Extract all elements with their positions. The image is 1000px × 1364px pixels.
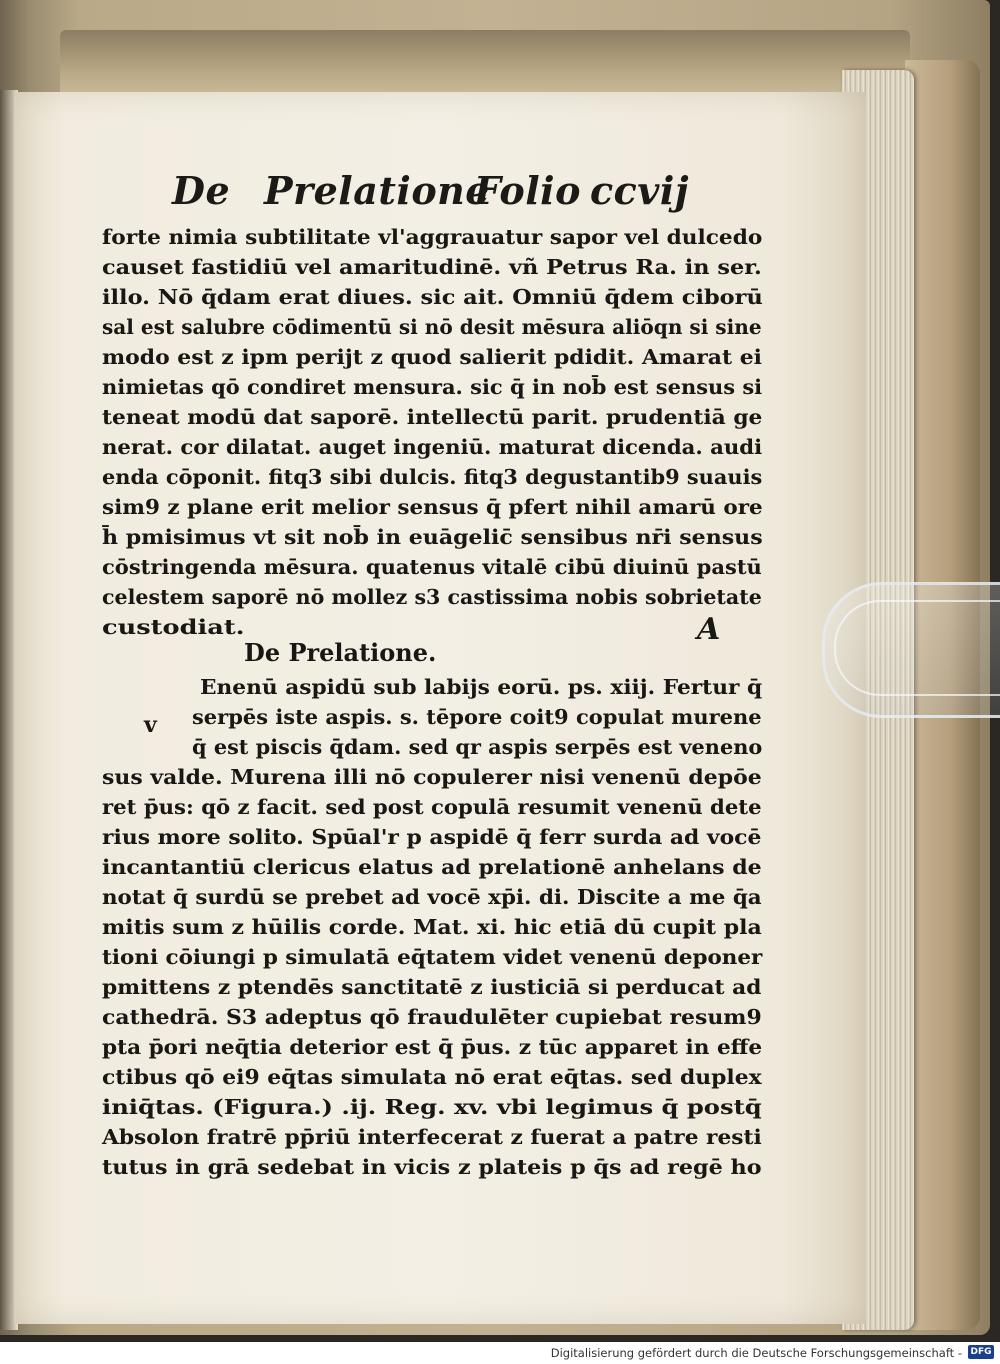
- text-line: serpēs iste aspis. s. tēpore coit9 copulat murene: [192, 705, 762, 729]
- text-line: teneat modū dat saporē. intellectū parit. prudentiā ge: [102, 405, 763, 429]
- text-line: rius more solito. Spūal'r p aspidē q̄ ferr surda ad vocē: [102, 825, 762, 849]
- text-line: Enenū aspidū sub labijs eorū. ps. xiij. Fertur q̄: [200, 675, 763, 699]
- text-line: mitis sum z hūilis corde. Mat. xi. hic etiā dū cupit pla: [102, 915, 762, 939]
- page-clip-inner: [834, 600, 1000, 696]
- text-line: cathedrā. S3 adeptus qō fraudulēter cupiebat resum9: [102, 1005, 762, 1029]
- initial-letter: v: [144, 712, 157, 738]
- dfg-logo: DFG: [968, 1345, 994, 1359]
- text-line: cōstringenda mēsura. quatenus vitalē cibū diuinū pastū: [102, 555, 762, 579]
- section-heading: De Prelatione.: [244, 638, 437, 667]
- text-line: causet fastidiū vel amaritudinē. vñ Petrus Ra. in ser.: [102, 255, 762, 279]
- text-line: incantantiū clericus elatus ad prelationē anhelans de: [102, 855, 762, 879]
- text-line: q̄ est piscis q̄dam. sed qr aspis serpēs est veneno: [192, 735, 763, 759]
- digitization-credit: Digitalisierung gefördert durch die Deutsche Forschungsgemeinschaft -: [550, 1346, 962, 1360]
- text-line: iniq̄tas. (Figura.) .ij. Reg. xv. vbi legimus q̄ postq̄: [102, 1095, 762, 1119]
- text-line: celestem saporē nō mollez s3 castissima nobis sobrietate: [102, 585, 762, 609]
- header-title-de: De: [172, 168, 231, 213]
- text-line: modo est z ipm perijt z quod salierit pdidit. Amarat ei: [102, 345, 762, 369]
- text-line: Absolon fratrē pp̄riū interfecerat z fuerat a patre resti: [102, 1125, 762, 1149]
- running-header: [172, 168, 692, 218]
- text-line: ctibus qō ei9 eq̄tas simulata nō erat eq̄tas. sed duplex: [102, 1065, 762, 1089]
- catchword: A: [697, 612, 721, 647]
- text-line: nerat. cor dilatat. auget ingeniū. maturat dicenda. audi: [102, 435, 763, 459]
- cover-top-edge: [60, 30, 910, 100]
- header-title-prelatione: Prelatione: [264, 168, 490, 213]
- text-line: tutus in grā sedebat in vicis z plateis p q̄s ad regē ho: [102, 1155, 762, 1179]
- text-line: notat q̄ surdū se prebet ad vocē xp̄i. di. Discite a me q̄a: [102, 885, 762, 909]
- header-folio: Folio: [474, 168, 581, 213]
- text-line: illo. Nō q̄dam erat diues. sic ait. Omniū q̄dem ciborū: [102, 285, 763, 309]
- text-line: sim9 z plane erit melior sensus q̄ pfert nihil amarū ore: [102, 495, 763, 519]
- text-line: nimietas qō condiret mensura. sic q̄ in nob̄ est sensus si: [102, 375, 763, 399]
- text-line: forte nimia subtilitate vl'aggrauatur sapor vel dulcedo: [102, 225, 763, 249]
- text-line: sal est salubre cōdimentū si nō desit mēsura aliōqn si sine: [102, 315, 762, 339]
- text-line: pta p̄ori neq̄tia deterior est q̄̄ p̄us. z tūc apparet in effe: [102, 1035, 763, 1059]
- text-line: h̄ pmisimus vt sit nob̄ in euāgelic̄ sensibus nr̄i sensus: [102, 525, 763, 549]
- text-line: pmittens z ptendēs sanctitatē z iusticiā si perducat ad: [102, 975, 762, 999]
- text-line: ret p̄us: qō z facit. sed post copulā resumit venenū dete: [102, 795, 762, 819]
- text-line: tioni cōiungi p simulatā eq̄tatem videt venenū deponer: [102, 945, 763, 969]
- header-folio-number: ccvij: [590, 168, 690, 213]
- text-line: sus valde. Murena illi nō copulerer nisi venenū depōe: [102, 765, 762, 789]
- text-line: custodiat.: [102, 615, 245, 639]
- text-line: enda cōponit. fitq3 sibi dulcis. fitq3 degustantib9 suauis: [102, 465, 763, 489]
